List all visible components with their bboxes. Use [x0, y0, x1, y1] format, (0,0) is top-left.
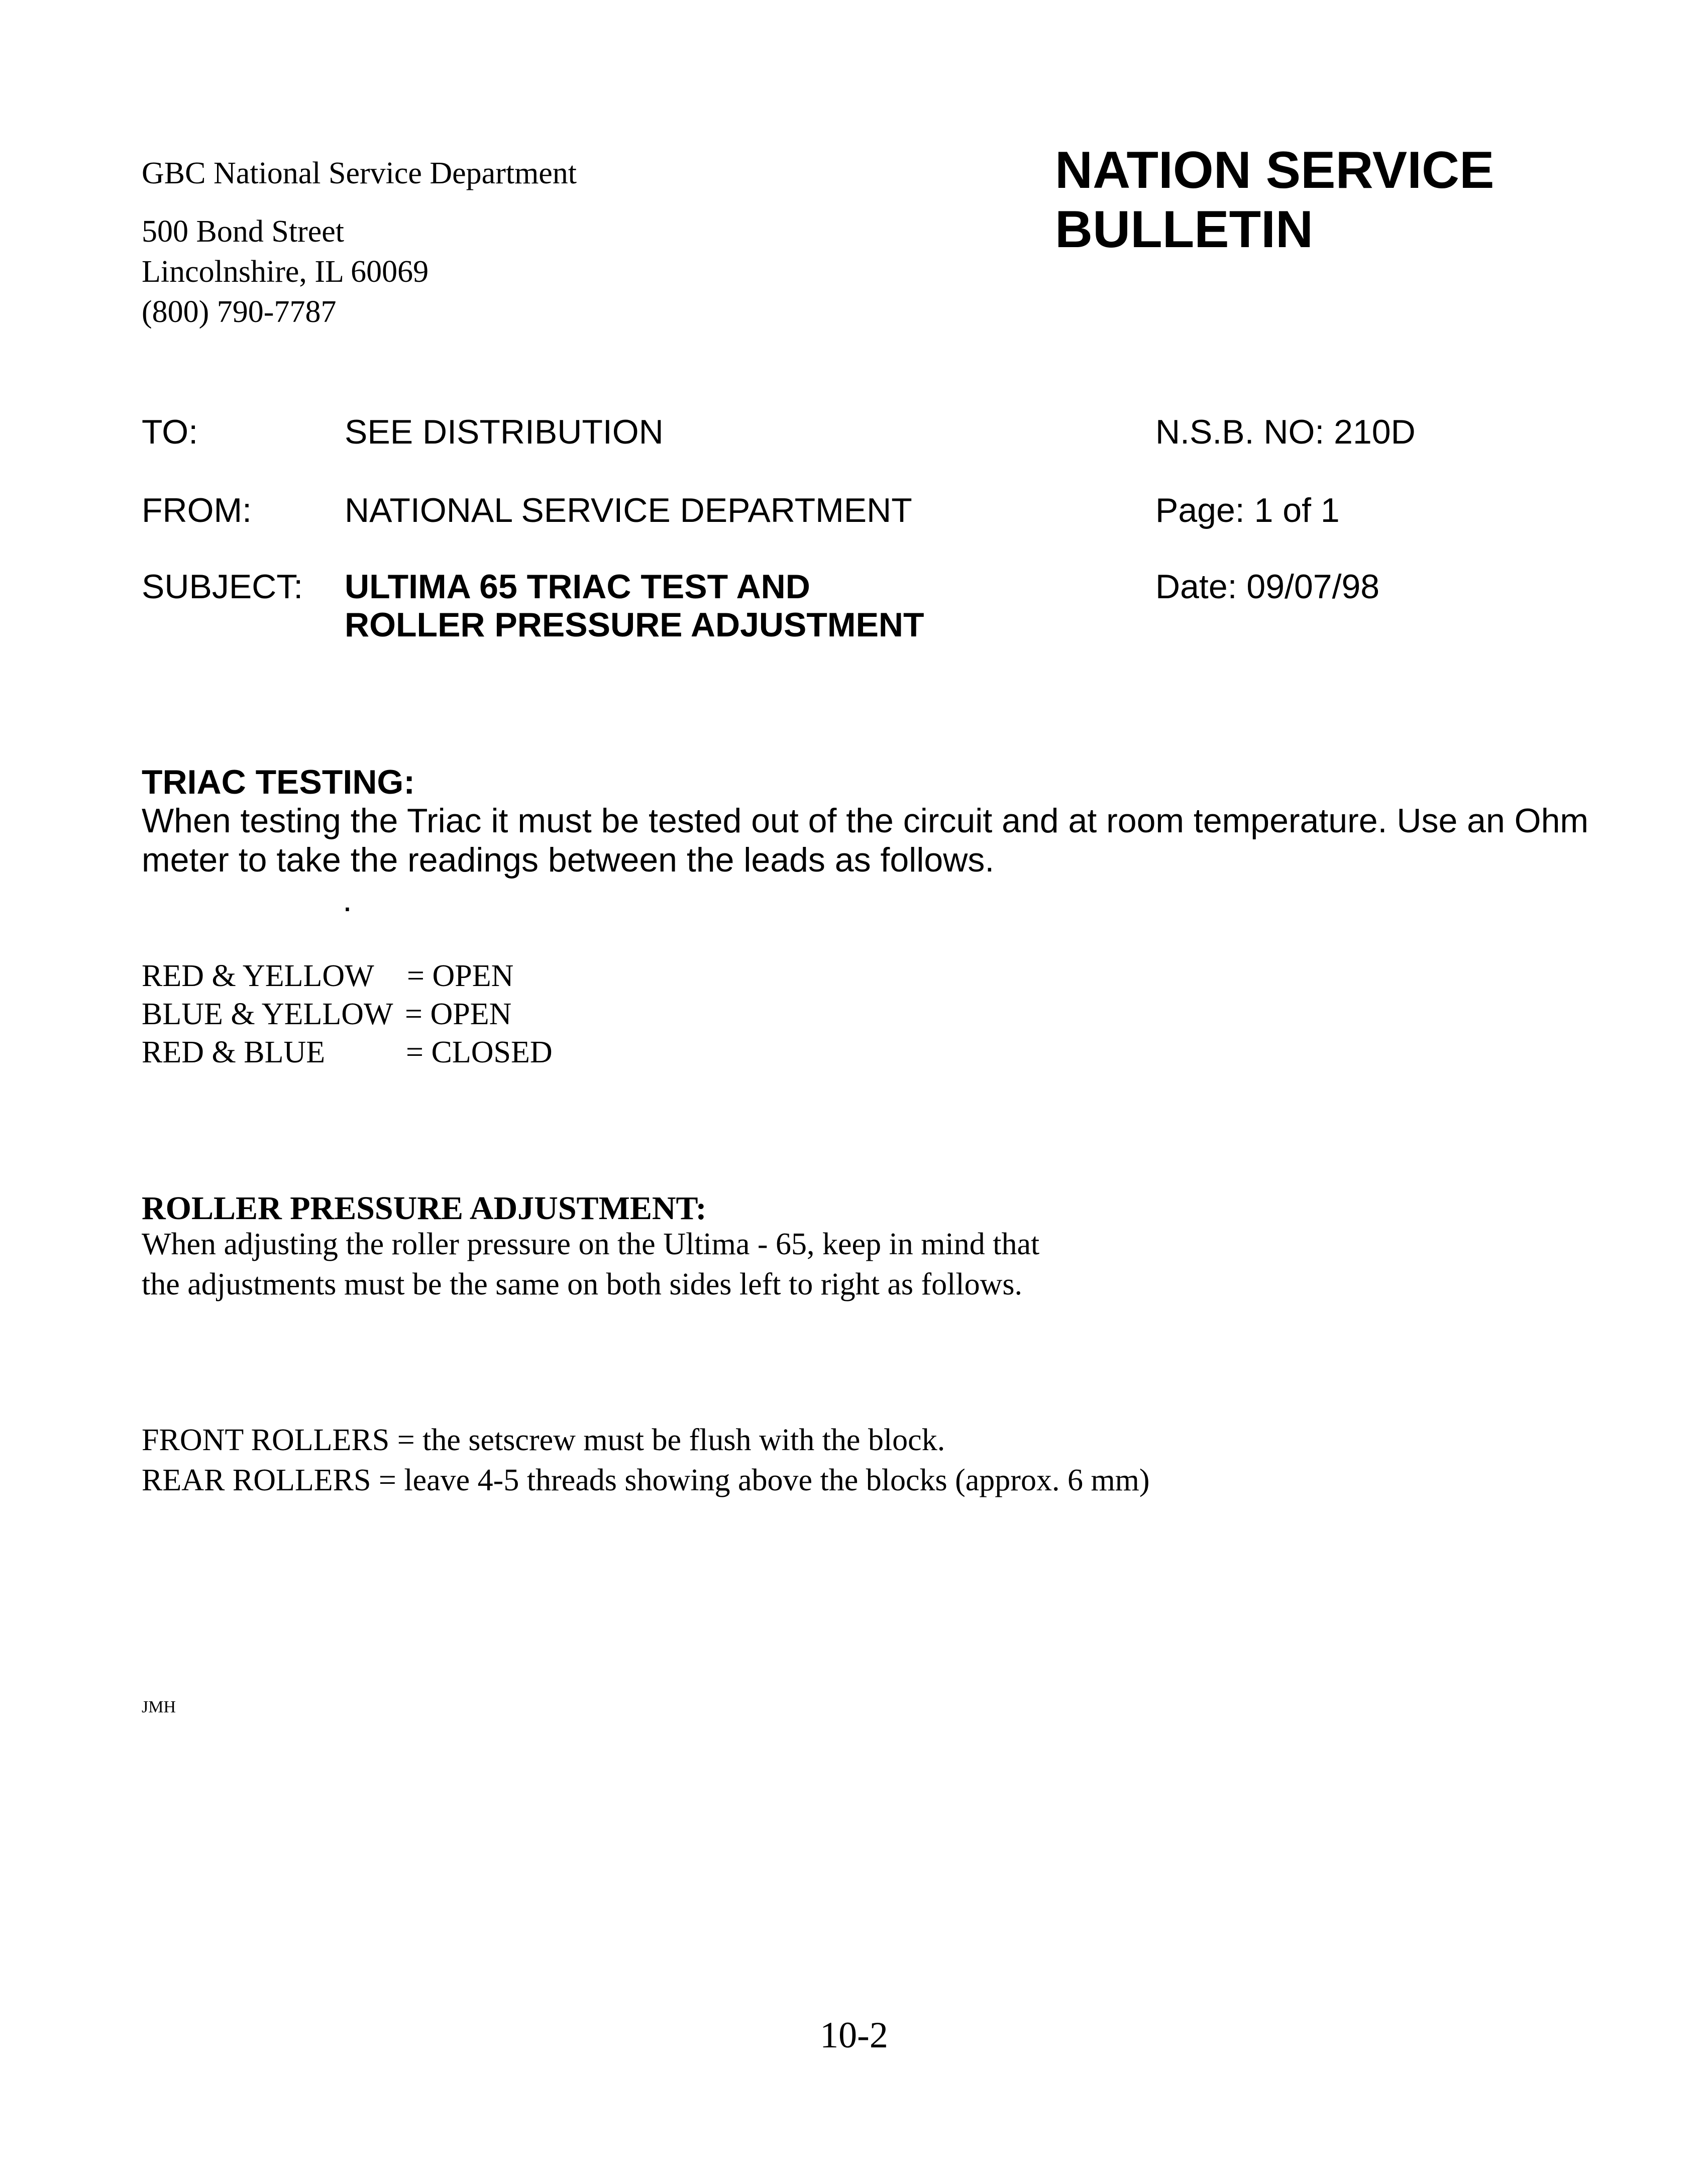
subject-label: SUBJECT: — [142, 568, 303, 606]
subject-line-1: ULTIMA 65 TRIAC TEST AND — [345, 568, 810, 606]
to-value: SEE DISTRIBUTION — [345, 413, 664, 451]
author-initials: JMH — [142, 1698, 176, 1716]
page-count: Page: 1 of 1 — [1155, 491, 1340, 529]
phone-number: (800) 790-7787 — [142, 295, 337, 329]
nsb-number: N.S.B. NO: 210D — [1155, 413, 1416, 451]
triac-paragraph-line-1: When testing the Triac it must be tested out of the circuit and at room temperature. Use an Ohm — [142, 802, 1589, 840]
reading-leads: RED & BLUE — [142, 1035, 326, 1069]
reading-result: = OPEN — [405, 997, 512, 1031]
bulletin-date: Date: 09/07/98 — [1155, 568, 1380, 606]
bulletin-title: NATION SERVICE BULLETIN — [1055, 141, 1494, 259]
roller-paragraph-line-2: the adjustments must be the same on both sides left to right as follows. — [142, 1267, 1022, 1301]
subject-line-2: ROLLER PRESSURE ADJUSTMENT — [345, 606, 924, 644]
to-label: TO: — [142, 413, 198, 451]
reading-result: = OPEN — [407, 959, 514, 993]
rear-rollers-instruction: REAR ROLLERS = leave 4-5 threads showing above the blocks (approx. 6 mm) — [142, 1463, 1150, 1497]
roller-heading: ROLLER PRESSURE ADJUSTMENT: — [142, 1190, 707, 1227]
reading-leads: BLUE & YELLOW — [142, 997, 393, 1031]
from-value: NATIONAL SERVICE DEPARTMENT — [345, 491, 912, 529]
from-label: FROM: — [142, 491, 252, 529]
roller-paragraph-line-1: When adjusting the roller pressure on the Ultima - 65, keep in mind that — [142, 1227, 1040, 1261]
stray-mark: . — [343, 881, 352, 919]
triac-paragraph-line-2: meter to take the readings between the leads as follows. — [142, 841, 995, 879]
page-number: 10-2 — [820, 2015, 888, 2056]
reading-leads: RED & YELLOW — [142, 959, 374, 993]
triac-heading: TRIAC TESTING: — [142, 763, 415, 801]
organization-name: GBC National Service Department — [142, 156, 577, 190]
reading-result: = CLOSED — [406, 1035, 553, 1069]
front-rollers-instruction: FRONT ROLLERS = the setscrew must be flush with the block. — [142, 1423, 945, 1457]
address-city: Lincolnshire, IL 60069 — [142, 255, 429, 289]
address-street: 500 Bond Street — [142, 214, 344, 249]
